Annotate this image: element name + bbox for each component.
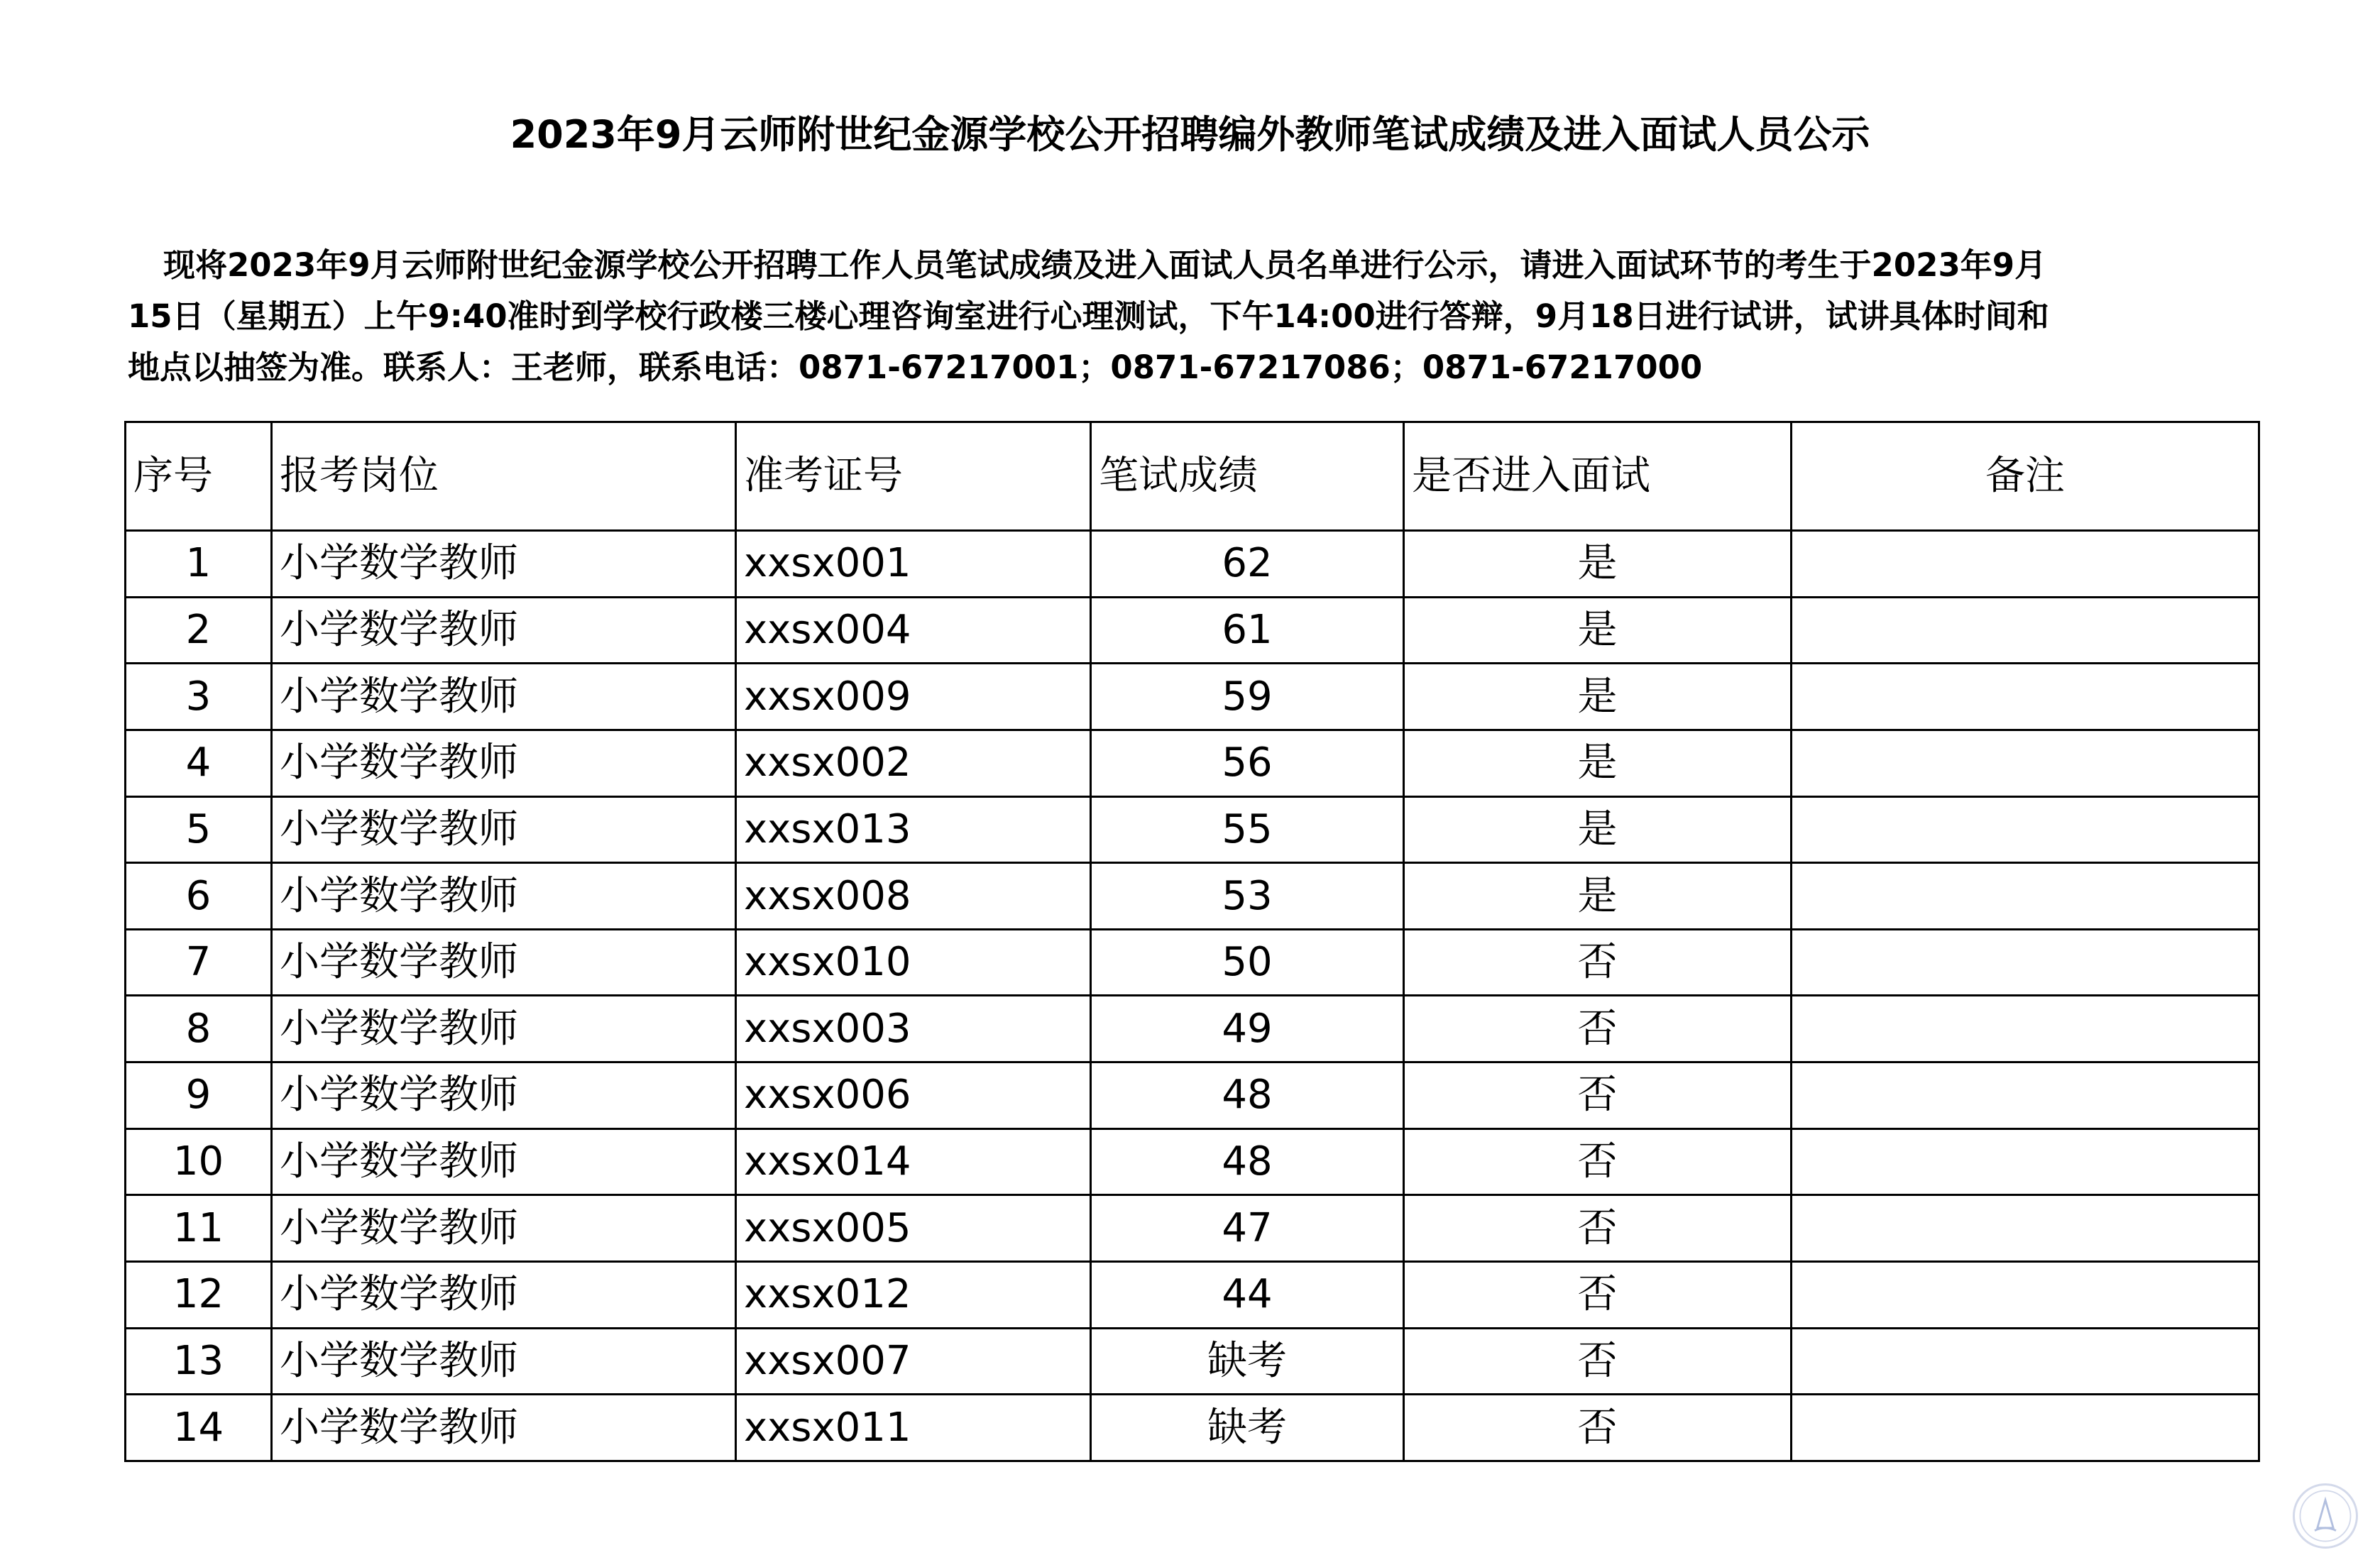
cell-interview: 是	[1404, 597, 1792, 664]
header-no: 序号	[126, 422, 272, 531]
cell-no: 13	[126, 1328, 272, 1395]
notice-paragraph	[128, 240, 2229, 393]
cell-interview: 否	[1404, 1328, 1792, 1395]
cell-no: 2	[126, 597, 272, 664]
cell-post: 小学数学教师	[272, 1195, 736, 1262]
cell-interview: 是	[1404, 796, 1792, 863]
cell-remark	[1792, 1195, 2259, 1262]
cell-id: xxsx005	[736, 1195, 1091, 1262]
cell-post: 小学数学教师	[272, 796, 736, 863]
page-title: 2023年9月云师附世纪金源学校公开招聘编外教师笔试成绩及进入面试人员公示	[510, 112, 1870, 157]
cell-remark	[1792, 531, 2259, 598]
cell-post: 小学数学教师	[272, 1262, 736, 1329]
table-row	[126, 597, 2259, 664]
cell-interview: 否	[1404, 1395, 1792, 1461]
cell-interview: 是	[1404, 531, 1792, 598]
cell-post: 小学数学教师	[272, 1395, 736, 1461]
table-row	[126, 1328, 2259, 1395]
table-row	[126, 1262, 2259, 1329]
table-row	[126, 531, 2259, 598]
table-row	[126, 1128, 2259, 1195]
cell-interview: 是	[1404, 730, 1792, 796]
cell-score: 59	[1091, 664, 1404, 730]
cell-no: 12	[126, 1262, 272, 1329]
cell-id: xxsx003	[736, 996, 1091, 1062]
cell-id: xxsx002	[736, 730, 1091, 796]
table-row	[126, 1195, 2259, 1262]
cell-interview: 是	[1404, 863, 1792, 930]
cell-id: xxsx009	[736, 664, 1091, 730]
cell-score: 44	[1091, 1262, 1404, 1329]
cell-interview: 否	[1404, 1128, 1792, 1195]
cell-score: 缺考	[1091, 1328, 1404, 1395]
notice-line-2: 15日（星期五）上午9:40准时到学校行政楼三楼心理咨询室进行心理测试，下午14:00进行答辩，9月18日进行试讲，试讲具体时间和	[128, 297, 2049, 335]
cell-interview: 否	[1404, 1195, 1792, 1262]
results-table	[124, 421, 2260, 1462]
notice-line-3: 地点以抽签为准。联系人：王老师，联系电话：0871-67217001；0871-67217086；0871-67217000	[128, 348, 1703, 386]
cell-interview: 否	[1404, 1062, 1792, 1129]
header-remark: 备注	[1792, 422, 2259, 531]
cell-interview: 否	[1404, 929, 1792, 996]
table-row	[126, 996, 2259, 1062]
cell-post: 小学数学教师	[272, 929, 736, 996]
cell-no: 6	[126, 863, 272, 930]
cell-interview: 是	[1404, 664, 1792, 730]
cell-no: 5	[126, 796, 272, 863]
cell-remark	[1792, 1262, 2259, 1329]
table-row	[126, 664, 2259, 730]
cell-remark	[1792, 863, 2259, 930]
cell-id: xxsx006	[736, 1062, 1091, 1129]
cell-score: 48	[1091, 1062, 1404, 1129]
cell-remark	[1792, 730, 2259, 796]
cell-post: 小学数学教师	[272, 1062, 736, 1129]
cell-score: 61	[1091, 597, 1404, 664]
cell-interview: 否	[1404, 996, 1792, 1062]
cell-id: xxsx013	[736, 796, 1091, 863]
cell-post: 小学数学教师	[272, 531, 736, 598]
cell-remark	[1792, 1395, 2259, 1461]
cell-no: 4	[126, 730, 272, 796]
cell-no: 10	[126, 1128, 272, 1195]
cell-post: 小学数学教师	[272, 730, 736, 796]
cell-post: 小学数学教师	[272, 1128, 736, 1195]
table-row	[126, 730, 2259, 796]
cell-interview: 否	[1404, 1262, 1792, 1329]
cell-id: xxsx011	[736, 1395, 1091, 1461]
cell-id: xxsx001	[736, 531, 1091, 598]
cell-remark	[1792, 796, 2259, 863]
cell-post: 小学数学教师	[272, 1328, 736, 1395]
cell-post: 小学数学教师	[272, 664, 736, 730]
cell-remark	[1792, 1062, 2259, 1129]
cell-no: 14	[126, 1395, 272, 1461]
cell-score: 56	[1091, 730, 1404, 796]
header-id: 准考证号	[736, 422, 1091, 531]
cell-no: 11	[126, 1195, 272, 1262]
cell-score: 53	[1091, 863, 1404, 930]
cell-score: 缺考	[1091, 1395, 1404, 1461]
school-seal-icon	[2293, 1483, 2358, 1549]
table-row	[126, 929, 2259, 996]
cell-score: 50	[1091, 929, 1404, 996]
table-row	[126, 1395, 2259, 1461]
cell-id: xxsx014	[736, 1128, 1091, 1195]
cell-no: 9	[126, 1062, 272, 1129]
cell-remark	[1792, 929, 2259, 996]
cell-score: 47	[1091, 1195, 1404, 1262]
cell-no: 3	[126, 664, 272, 730]
cell-score: 48	[1091, 1128, 1404, 1195]
cell-post: 小学数学教师	[272, 863, 736, 930]
cell-remark	[1792, 1128, 2259, 1195]
cell-id: xxsx008	[736, 863, 1091, 930]
notice-line-1: 现将2023年9月云师附世纪金源学校公开招聘工作人员笔试成绩及进入面试人员名单进行公示，请进入面试环节的考生于2023年9月	[163, 246, 2047, 284]
cell-id: xxsx004	[736, 597, 1091, 664]
cell-id: xxsx007	[736, 1328, 1091, 1395]
cell-id: xxsx010	[736, 929, 1091, 996]
cell-remark	[1792, 597, 2259, 664]
header-interview: 是否进入面试	[1404, 422, 1792, 531]
table-row	[126, 863, 2259, 930]
cell-id: xxsx012	[736, 1262, 1091, 1329]
cell-no: 8	[126, 996, 272, 1062]
header-post: 报考岗位	[272, 422, 736, 531]
cell-no: 1	[126, 531, 272, 598]
cell-score: 49	[1091, 996, 1404, 1062]
cell-remark	[1792, 996, 2259, 1062]
table-header-row	[126, 422, 2259, 531]
table-row	[126, 796, 2259, 863]
cell-remark	[1792, 1328, 2259, 1395]
cell-score: 55	[1091, 796, 1404, 863]
table-row	[126, 1062, 2259, 1129]
header-score: 笔试成绩	[1091, 422, 1404, 531]
cell-score: 62	[1091, 531, 1404, 598]
cell-remark	[1792, 664, 2259, 730]
cell-post: 小学数学教师	[272, 996, 736, 1062]
cell-post: 小学数学教师	[272, 597, 736, 664]
cell-no: 7	[126, 929, 272, 996]
